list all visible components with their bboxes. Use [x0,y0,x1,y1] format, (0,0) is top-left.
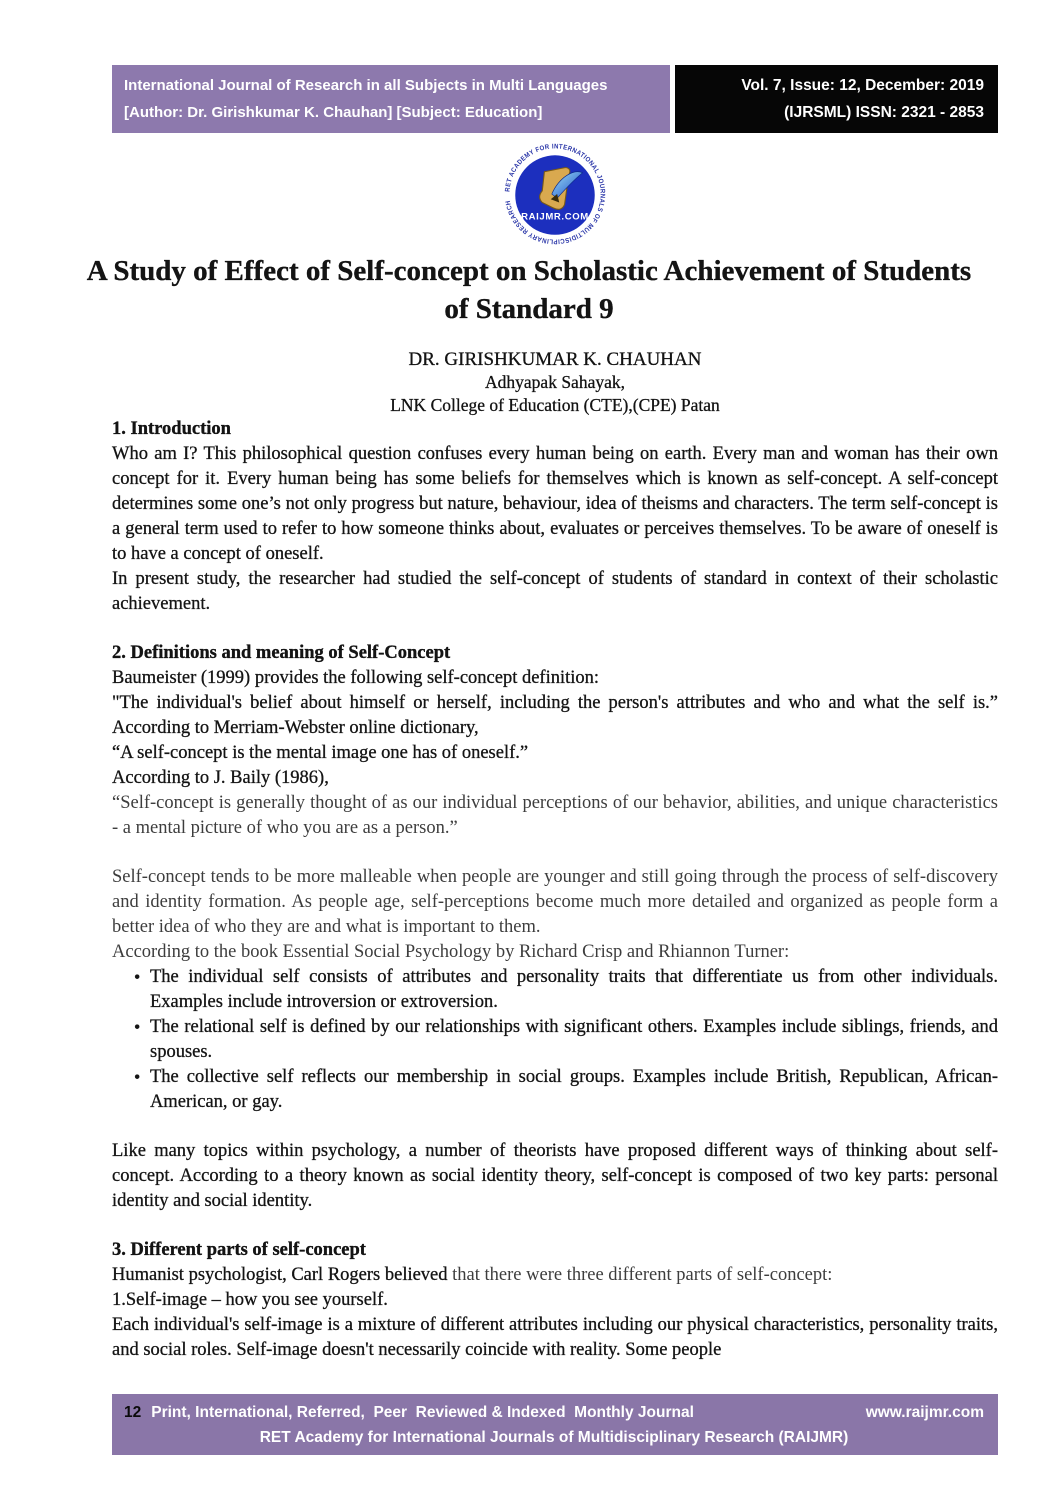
section-3-heading: 3. Different parts of self-concept [112,1240,366,1260]
paragraph: Self-concept tends to be more malleable when people are younger and still going through the process of self-discovery and identity formation. As people age, self-perceptions become much more detailed and organized as people form a better idea of who they are and what is important to them. [112,867,998,937]
quote-paragraph: “Self-concept is generally thought of as our individual perceptions of our behavior, abilities, and unique characteristics - a mental picture of who you are as a person.” [112,793,998,838]
list-item: • The individual self consists of attributes and personality traits that differentiate us from other individuals. Examples include introversion or extroversion. [112,965,998,1015]
paragraph-bold-part: Humanist psychologist, Carl Rogers believed [112,1265,448,1285]
page-header [112,65,998,133]
logo-ring-text: RET ACADEMY FOR INTERNATIONAL JOURNALS OF MULTIDISCIPLINARY RESEARCH [504,143,606,245]
journal-author-subject: [Author: Dr. Girishkumar K. Chauhan] [Subject: Education] [124,104,543,121]
issue-info: Vol. 7, Issue: 12, December: 2019 [741,77,984,94]
paragraph-light-part: that there were three different parts of self-concept: [447,1265,833,1285]
author-role: Adhyapak Sahayak, [485,372,625,392]
paragraph: “A self-concept is the mental image one has of oneself.” [112,743,529,763]
paragraph: According to J. Baily (1986), [112,768,329,788]
mixed-paragraph [112,1263,998,1288]
paragraph: In present study, the researcher had studied the self-concept of students of standard in context of their scholastic achievement. [112,569,998,614]
issue-banner [675,65,998,133]
logo-domain-text: RAIJMR.COM [521,211,589,223]
journal-logo [112,141,998,247]
paragraph: Who am I? This philosophical question confuses every human being on earth. Every man and woman has their own concept for it. Every human being has some beliefs for themselves which is known as self-concept. A self-concept determines some one’s not only progress but nature, behaviour, idea of theisms and characters. The term self-concept is a general term used to refer to how someone thinks about, evaluates or perceives themselves. To be aware of oneself is to have a concept of oneself. [112,444,998,564]
article-body [112,417,998,1363]
issn-info: (IJRSML) ISSN: 2321 - 2853 [784,104,984,121]
page-number: 12 [124,1404,142,1421]
paragraph: Each individual's self-image is a mixture of different attributes including our physical characteristics, personality traits, and social roles. Self-image doesn't necessarily coincide with reality. Some people [112,1315,998,1360]
footer-line-1 [124,1400,984,1425]
paragraph: Like many topics within psychology, a number of theorists have proposed different ways of thinking about self-concept. According to a theory known as social identity theory, self-concept is composed of two key parts: personal identity and social identity. [112,1141,998,1211]
journal-title: International Journal of Research in all Subjects in Multi Languages [124,77,608,94]
footer-academy-name: RET Academy for International Journals of Multidisciplinary Research (RAIJMR) [259,1429,849,1446]
list-item: • The collective self reflects our membership in social groups. Examples include British, Republican, African-American, or gay. [112,1065,998,1115]
author-name: DR. GIRISHKUMAR K. CHAUHAN [408,349,702,370]
paragraph: "The individual's belief about himself or herself, including the person's attributes and who and what the self is.” According to Merriam-Webster online dictionary, [112,693,998,738]
raijmr-logo-icon [502,141,608,247]
paragraph: According to the book Essential Social Psychology by Richard Crisp and Rhiannon Turner: [112,942,790,962]
footer-journal-type: Print, International, Referred, Peer Reviewed & Indexed Monthly Journal [151,1404,694,1421]
paragraph: Baumeister (1999) provides the following self-concept definition: [112,668,600,688]
journal-banner [112,65,670,133]
author-block [112,348,998,417]
footer-website: www.raijmr.com [865,1404,984,1421]
paragraph: 1.Self-image – how you see yourself. [112,1290,388,1310]
author-affiliation: LNK College of Education (CTE),(CPE) Patan [390,395,720,415]
article-title: A Study of Effect of Self-concept on Scholastic Achievement of Students of Standard 9 [86,255,972,325]
section-2-heading: 2. Definitions and meaning of Self-Concept [112,643,451,663]
page-footer [112,1394,998,1455]
section-1-heading: 1. Introduction [112,419,231,439]
self-types-list [112,965,998,1115]
list-item: • The relational self is defined by our relationships with significant others. Examples include siblings, friends, and spouses. [112,1015,998,1065]
